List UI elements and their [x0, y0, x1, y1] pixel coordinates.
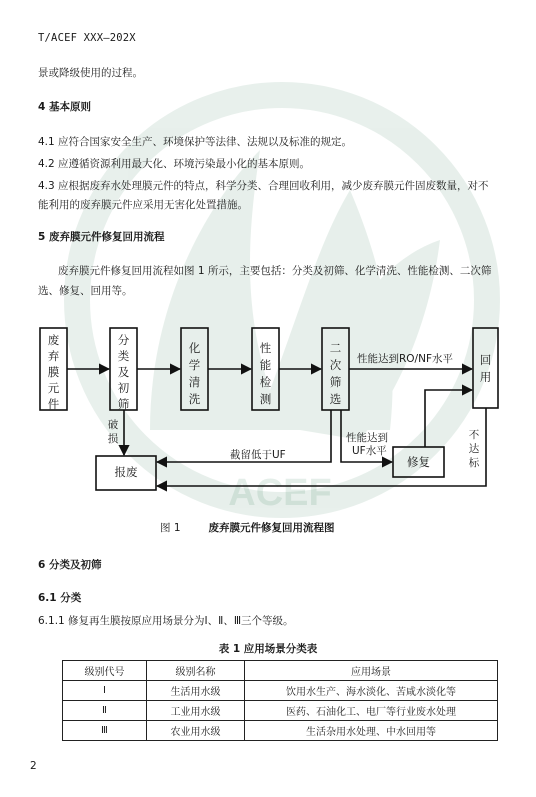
box-sorting-text: 分 类 及 初 筛 — [117, 333, 130, 411]
section-4-2: 4.2 应遵循资源利用最大化、环境污染最小化的基本原则。 — [38, 158, 311, 170]
section-4-3-line1: 4.3 应根据废弃水处理膜元件的特点，科学分类、合理回收利用，减少废弃膜元件固废数量，对不 — [38, 180, 489, 192]
table-cell: 生活杂用水处理、中水回用等 — [245, 721, 498, 741]
intro-fragment: 景或降级使用的过程。 — [38, 67, 143, 79]
section-6-1-1: 6.1.1 修复再生膜按原应用场景分为Ⅰ、Ⅱ、Ⅲ三个等级。 — [38, 615, 294, 627]
section-4-3-line2: 能利用的废弃膜元件应采用无害化处置措施。 — [38, 199, 248, 211]
edge-label-damaged: 破 损 — [107, 419, 119, 445]
table-cell: 医药、石油化工、电厂等行业废水处理 — [245, 701, 498, 721]
table-row — [63, 701, 498, 721]
box-second-text: 二 次 筛 选 — [329, 341, 342, 406]
section-6-1-heading: 6.1 分类 — [38, 592, 82, 604]
section-5-para-line2: 选、修复、回用等。 — [38, 285, 133, 297]
page-number: 2 — [30, 760, 37, 772]
table-header-cell: 应用场景 — [245, 661, 498, 681]
table-header-row — [63, 661, 498, 681]
edge-label-uf-1: 性能达到 — [346, 432, 388, 444]
section-5-heading: 5 废弃膜元件修复回用流程 — [38, 231, 165, 243]
table-cell: 饮用水生产、海水淡化、苦咸水淡化等 — [245, 681, 498, 701]
section-6-heading: 6 分类及初筛 — [38, 559, 102, 571]
table-header-cell: 级别名称 — [147, 661, 245, 681]
table-cell: Ⅰ — [63, 681, 147, 701]
table-cell: 农业用水级 — [147, 721, 245, 741]
watermark-text: ACEF — [228, 472, 332, 514]
box-repair-text: 修复 — [407, 455, 430, 469]
table-row — [63, 681, 498, 701]
edge-label-ro-nf: 性能达到RO/NF水平 — [357, 353, 453, 365]
box-cleaning-text: 化 学 清 洗 — [188, 341, 201, 406]
edge-label-fail: 不 达 标 — [468, 429, 480, 469]
table-cell: Ⅲ — [63, 721, 147, 741]
table-cell: Ⅱ — [63, 701, 147, 721]
box-test-text: 性 能 检 测 — [259, 341, 272, 406]
section-4-heading: 4 基本原则 — [38, 101, 91, 113]
box-reuse-text: 回 用 — [479, 353, 492, 384]
application-scene-table — [62, 660, 498, 741]
edge-label-uf-2: UF水平 — [352, 445, 387, 457]
box-waste-text: 废 弃 膜 元 件 — [47, 333, 60, 411]
figure-number: 图 1 — [160, 522, 181, 534]
figure-title: 废弃膜元件修复回用流程图 — [208, 522, 335, 534]
table-cell: 工业用水级 — [147, 701, 245, 721]
table-cell: 生活用水级 — [147, 681, 245, 701]
section-4-1: 4.1 应符合国家安全生产、环境保护等法律、法规以及标准的规定。 — [38, 136, 353, 148]
table-row — [63, 721, 498, 741]
edge-label-below-uf: 截留低于UF — [230, 449, 286, 461]
box-scrap-text: 报废 — [114, 465, 138, 479]
section-5-para-line1: 废弃膜元件修复回用流程如图 1 所示，主要包括：分类及初筛、化学清洗、性能检测、二次筛 — [58, 265, 492, 277]
table-title: 表 1 应用场景分类表 — [218, 643, 318, 655]
table-header-cell: 级别代号 — [63, 661, 147, 681]
figure-caption — [160, 520, 335, 535]
document-code: T/ACEF XXX—202X — [38, 32, 136, 44]
